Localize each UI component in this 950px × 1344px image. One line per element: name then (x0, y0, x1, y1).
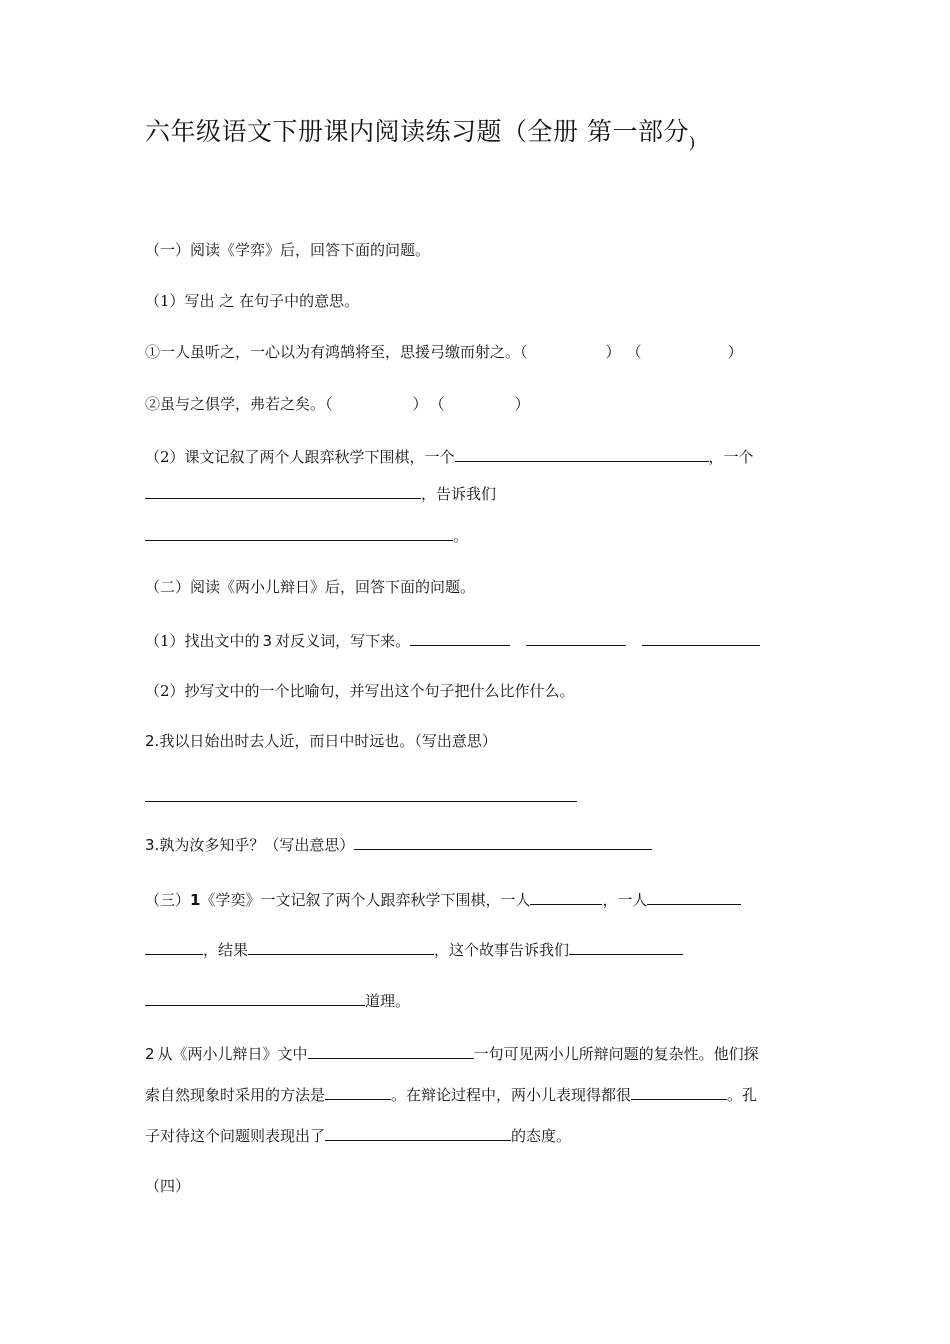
paren-open: （ (429, 395, 445, 413)
answer-blank[interactable] (325, 1125, 511, 1141)
paren-close: ） (514, 395, 530, 413)
section-3-line-3 (145, 990, 410, 1011)
question-text: 索自然现象时采用的方法是 (145, 1086, 326, 1104)
title-close-paren: ) (688, 133, 696, 152)
paren-open: （ (520, 343, 528, 361)
section-3-paragraph-2-line-1 (145, 1043, 759, 1064)
answer-blank[interactable] (145, 990, 365, 1006)
answer-blank[interactable] (145, 939, 203, 955)
paren-open: （ (325, 395, 333, 413)
section-1-question-1a (145, 342, 743, 362)
answer-blank[interactable] (569, 939, 683, 955)
section-1-heading: （一）阅读《学弈》后，回答下面的问题。 (145, 241, 431, 259)
answer-blank[interactable] (526, 630, 626, 646)
question-number: 1 (190, 891, 201, 909)
answer-blank[interactable] (354, 834, 652, 850)
section-1-question-1: （1）写出 之 在句子中的意思。 (145, 292, 360, 310)
question-number: 2 (145, 1045, 155, 1063)
section-3-line-2 (145, 939, 683, 960)
paren-close: ） (727, 343, 743, 361)
question-text: 道理。 (365, 992, 411, 1010)
answer-blank[interactable] (145, 525, 453, 541)
question-text: ，一人 (602, 891, 648, 909)
answer-blank[interactable] (530, 889, 602, 905)
answer-blank[interactable] (325, 1084, 391, 1100)
answer-blank[interactable] (631, 1084, 727, 1100)
answer-blank[interactable] (647, 889, 741, 905)
question-2-text-a: （2）课文记叙了两个人跟弈秋学下围棋，一个 (145, 448, 455, 466)
answer-blank[interactable] (410, 630, 510, 646)
paren-open: （ (626, 343, 642, 361)
question-1a-text: ①一人虽听之，一心以为有鸿鹄将至，思援弓缴而射之。 (145, 343, 521, 361)
question-text: 。在辩论过程中，两小儿表现得都很 (391, 1086, 632, 1104)
section-3-paragraph-2-line-2 (145, 1084, 757, 1105)
paren-close: ） (412, 395, 428, 413)
question-text: ，这个故事告诉我们 (434, 941, 570, 959)
answer-blank[interactable] (145, 483, 421, 499)
section-3-label: （三） (145, 891, 191, 909)
answer-blank[interactable] (455, 446, 709, 462)
section-1-question-1b (145, 394, 530, 414)
question-2-end: 。 (453, 527, 469, 545)
section-3-line-1 (145, 889, 741, 910)
section-2-question-4 (145, 834, 652, 855)
question-text: 对反义词，写下来。 (275, 632, 411, 650)
section-2-question-3 (145, 731, 497, 751)
answer-blank[interactable] (308, 1043, 474, 1059)
question-text: 一句可见两小儿所辩问题的复杂性。他们探 (473, 1045, 759, 1063)
question-text: 。孔 (727, 1086, 758, 1104)
section-2-question-1 (145, 630, 760, 651)
question-2-text-c: ，告诉我们 (421, 485, 497, 503)
paren-close: ） (605, 343, 621, 361)
section-2-question-2: （2）抄写文中的一个比喻句，并写出这个句子把什么比作什么。 (145, 682, 575, 700)
answer-blank[interactable] (145, 801, 577, 802)
question-number: 2. (145, 732, 160, 750)
question-text: 孰为汝多知乎？（写出意思） (159, 836, 355, 854)
question-text: （1）找出文中的 (145, 632, 260, 650)
question-number: 3. (145, 836, 160, 854)
question-text: 从《两小儿辩日》文中 (157, 1045, 308, 1063)
question-text: 的态度。 (511, 1127, 572, 1145)
title-text: 六年级语文下册课内阅读练习题（全册 第一部分 (145, 117, 689, 146)
question-2-text-b: ，一个 (708, 448, 754, 466)
section-2-heading: （二）阅读《两小儿辩日》后，回答下面的问题。 (145, 578, 476, 596)
answer-blank[interactable] (248, 939, 434, 955)
question-text: 子对待这个问题则表现出了 (145, 1127, 326, 1145)
page-title (145, 112, 696, 152)
section-1-question-2-line-3 (145, 525, 468, 546)
question-text: 我以日始出时去人近，而日中时远也。（写出意思） (159, 732, 497, 750)
section-4-heading: （四） (145, 1177, 191, 1195)
answer-blank[interactable] (642, 630, 760, 646)
question-text: ，结果 (203, 941, 249, 959)
question-text: 《学奕》一文记叙了两个人跟弈秋学下围棋，一人 (200, 891, 531, 909)
question-number: 3 (262, 632, 273, 650)
section-3-paragraph-2-line-3 (145, 1125, 571, 1146)
section-1-question-2-line-2 (145, 483, 496, 504)
question-1b-text: ②虽与之俱学，弗若之矣。 (145, 395, 326, 413)
section-1-question-2-line-1 (145, 446, 754, 467)
